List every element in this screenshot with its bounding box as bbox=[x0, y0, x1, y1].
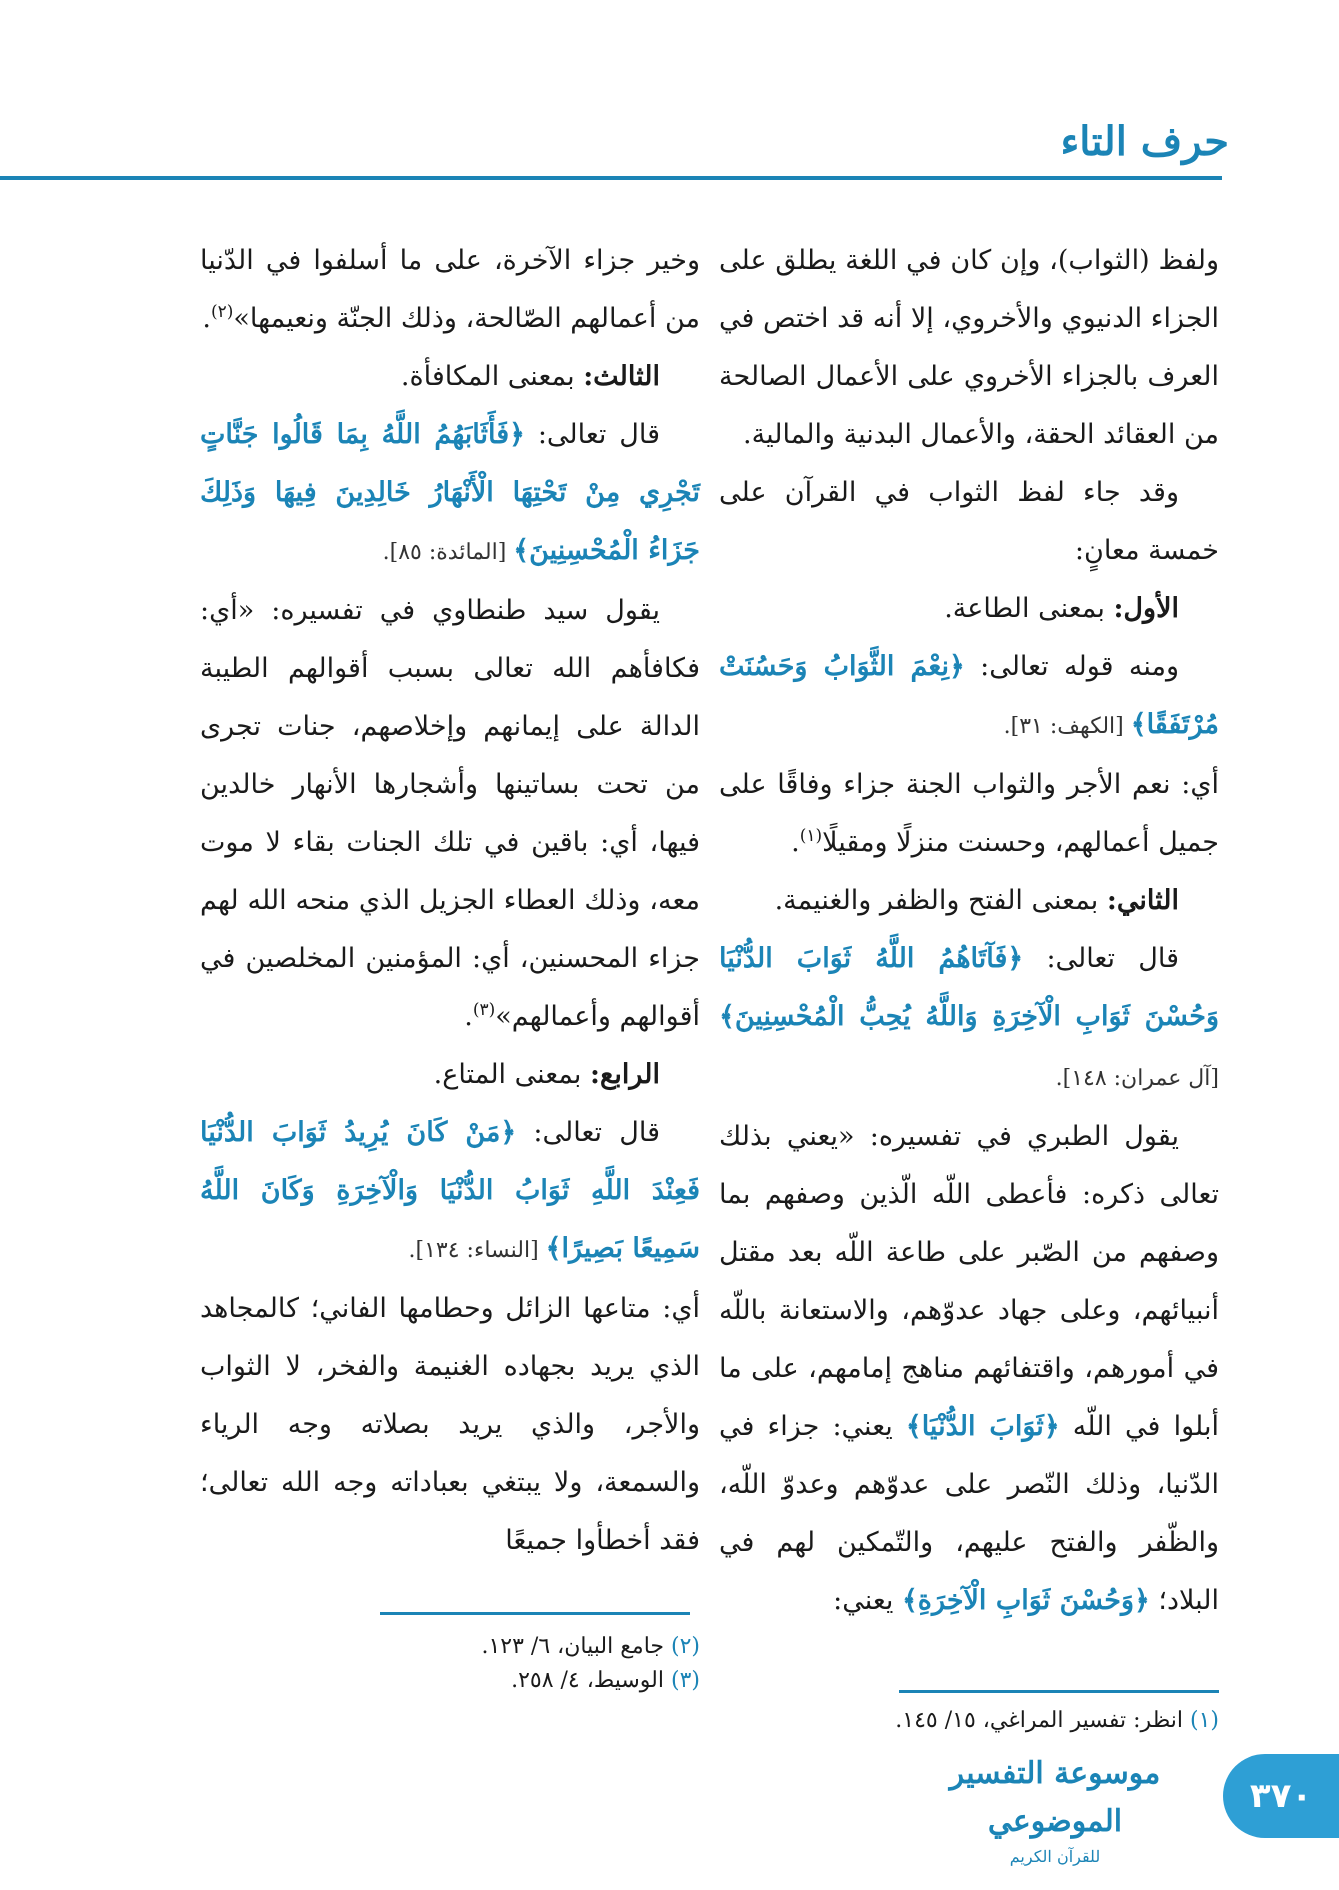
header-divider bbox=[0, 176, 1222, 180]
paragraph-text: يقول الطبري في تفسيره: «يعني بذلك تعالى ذكره: فأعطى اللّه الّذين وصفهم بما وصفهم من الصّبر على طاعة اللّه بعد مقتل أنبيائهم، وعلى جهاد عدوّهم، والاستعانة باللّه في أمورهم، واقتفائهم مناهج إمامهم، على ما أبلوا في اللّه bbox=[719, 1121, 1219, 1442]
quran-verse: ﴿فَآتَاهُمُ اللَّهُ ثَوَابَ الدُّنْيَا وَحُسْنَ ثَوَابِ الْآخِرَةِ وَاللَّهُ يُحِبُّ الْمُحْسِنِينَ﴾ bbox=[719, 943, 1219, 1032]
quran-verse: ﴿وَحُسْنَ ثَوَابِ الْآخِرَةِ﴾ bbox=[901, 1585, 1150, 1616]
footnote-number: (٢) bbox=[670, 1634, 700, 1659]
footnote-marker: (٣) bbox=[472, 1000, 496, 1020]
footnote-number: (٣) bbox=[670, 1668, 700, 1693]
section-heading bbox=[200, 348, 700, 406]
verse-paragraph bbox=[719, 638, 1219, 756]
verse-reference: [النساء: ١٣٤]. bbox=[408, 1238, 546, 1263]
right-column bbox=[719, 232, 1219, 1630]
quran-verse: ﴿فَأَثَابَهُمُ اللَّهُ بِمَا قَالُوا جَنَّاتٍ تَجْرِي مِنْ تَحْتِهَا الْأَنْهَارُ خَالِدِينَ فِيهَا وَذَلِكَ جَزَاءُ الْمُحْسِنِينَ﴾ bbox=[200, 419, 700, 566]
verse-intro: قال تعالى: bbox=[1023, 943, 1180, 974]
paragraph-text: يقول سيد طنطاوي في تفسيره: «أي: فكافأهم الله تعالى بسبب أقوالهم الطيبة الدالة على إيمانهم وإخلاصهم، جنات تجرى من تحت بساتينها وأشجارها الأنهار خالدين فيها، أي: باقين في تلك الجنات بقاء لا موت معه، وذلك العطاء الجزيل الذي منحه الله لهم جزاء المحسنين، أي: المؤمنين المخلصين في أقوالهم وأعمالهم» bbox=[200, 595, 700, 1032]
quran-verse: ﴿نِعْمَ الثَّوَابُ وَحَسُنَتْ مُرْتَفَقًا﴾ bbox=[719, 651, 1219, 740]
section-heading bbox=[719, 872, 1219, 930]
page-number: ٣٧٠ bbox=[1223, 1754, 1339, 1838]
verse-paragraph bbox=[200, 1104, 700, 1280]
paragraph bbox=[200, 582, 700, 1046]
logo-title: موسوعة التفسير الموضوعي bbox=[949, 1756, 1161, 1839]
verse-intro: ومنه قوله تعالى: bbox=[964, 651, 1179, 682]
paragraph bbox=[719, 756, 1219, 872]
footnote-number: (١) bbox=[1189, 1708, 1219, 1733]
paragraph-text: وخير جزاء الآخرة، على ما أسلفوا في الدّنيا من أعمالهم الصّالحة، وذلك الجنّة ونعيمها» bbox=[200, 245, 700, 334]
paragraph: أي: متاعها الزائل وحطامها الفاني؛ كالمجاهد الذي يريد بجهاده الغنيمة والفخر، لا الثواب والأجر، والذي يريد بصلاته وجه الرياء والسمعة، ولا يبتغي بعباداته وجه الله تعالى؛ فقد أخطأوا جميعًا bbox=[200, 1293, 700, 1556]
heading-label: الأول: bbox=[1113, 593, 1179, 624]
footnotes-left bbox=[200, 1630, 700, 1698]
heading-label: الثالث: bbox=[583, 361, 660, 392]
footnote-marker: (٢) bbox=[210, 302, 234, 322]
paragraph-text: أي: نعم الأجر والثواب الجنة جزاء وفاقًا على جميل أعمالهم، وحسنت منزلًا ومقيلًا bbox=[719, 769, 1219, 858]
quran-verse: ﴿مَنْ كَانَ يُرِيدُ ثَوَابَ الدُّنْيَا فَعِنْدَ اللَّهِ ثَوَابُ الدُّنْيَا وَالْآخِرَةِ وَكَانَ اللَّهُ سَمِيعًا بَصِيرًا﴾ bbox=[200, 1117, 700, 1264]
verse-reference: [المائدة: ٨٥]. bbox=[382, 540, 514, 565]
footnote-text: انظر: تفسير المراغي، ١٥/ ١٤٥. bbox=[895, 1708, 1190, 1733]
heading-label: الثاني: bbox=[1106, 885, 1179, 916]
footnotes-right bbox=[719, 1704, 1219, 1738]
footnote-marker: (١) bbox=[799, 826, 823, 846]
footnote bbox=[719, 1704, 1219, 1738]
footnote bbox=[200, 1630, 700, 1664]
heading-label: الرابع: bbox=[590, 1059, 660, 1090]
heading-text: بمعنى الفتح والظفر والغنيمة. bbox=[774, 885, 1107, 916]
verse-intro: قال تعالى: bbox=[516, 1117, 660, 1148]
paragraph-end: . bbox=[791, 827, 800, 858]
verse-paragraph bbox=[719, 930, 1219, 1108]
paragraph-end: . bbox=[464, 1001, 473, 1032]
section-heading bbox=[200, 1046, 700, 1104]
quran-verse: ﴿ثَوَابَ الدُّنْيَا﴾ bbox=[905, 1411, 1060, 1442]
verse-reference: [آل عمران: ١٤٨]. bbox=[1055, 1066, 1219, 1091]
chapter-title: حرف التاء bbox=[1060, 118, 1229, 165]
verse-reference: [الكهف: ٣١]. bbox=[1003, 714, 1131, 739]
footnote-text: الوسيط، ٤/ ٢٥٨. bbox=[511, 1668, 671, 1693]
heading-text: بمعنى الطاعة. bbox=[944, 593, 1114, 624]
left-column bbox=[200, 232, 700, 1570]
verse-paragraph bbox=[200, 406, 700, 582]
footnote bbox=[200, 1664, 700, 1698]
footnote-divider bbox=[380, 1612, 690, 1615]
section-heading bbox=[719, 580, 1219, 638]
paragraph-text: يعني: bbox=[833, 1585, 902, 1616]
paragraph-end: . bbox=[202, 303, 211, 334]
heading-text: بمعنى المتاع. bbox=[433, 1059, 591, 1090]
verse-intro: قال تعالى: bbox=[525, 419, 660, 450]
paragraph bbox=[719, 1108, 1219, 1630]
paragraph-text: يعني: جزاء في الدّنيا، وذلك النّصر على عدوّهم وعدوّ اللّه، والظّفر والفتح عليهم، والتّمكين لهم في البلاد؛ bbox=[719, 1411, 1219, 1616]
paragraph bbox=[200, 232, 700, 348]
logo-subtitle: للقرآن الكريم bbox=[1009, 1847, 1101, 1866]
paragraph: ولفظ (الثواب)، وإن كان في اللغة يطلق على الجزاء الدنيوي والأخروي، إلا أنه قد اختص في العرف بالجزاء الأخروي على الأعمال الصالحة من العقائد الحقة، والأعمال البدنية والمالية. bbox=[719, 245, 1219, 450]
paragraph: وقد جاء لفظ الثواب في القرآن على خمسة معانٍ: bbox=[719, 477, 1219, 566]
footnote-divider bbox=[899, 1690, 1219, 1693]
footnote-text: جامع البيان، ٦/ ١٢٣. bbox=[481, 1634, 671, 1659]
encyclopedia-logo bbox=[920, 1750, 1190, 1866]
heading-text: بمعنى المكافأة. bbox=[400, 361, 584, 392]
